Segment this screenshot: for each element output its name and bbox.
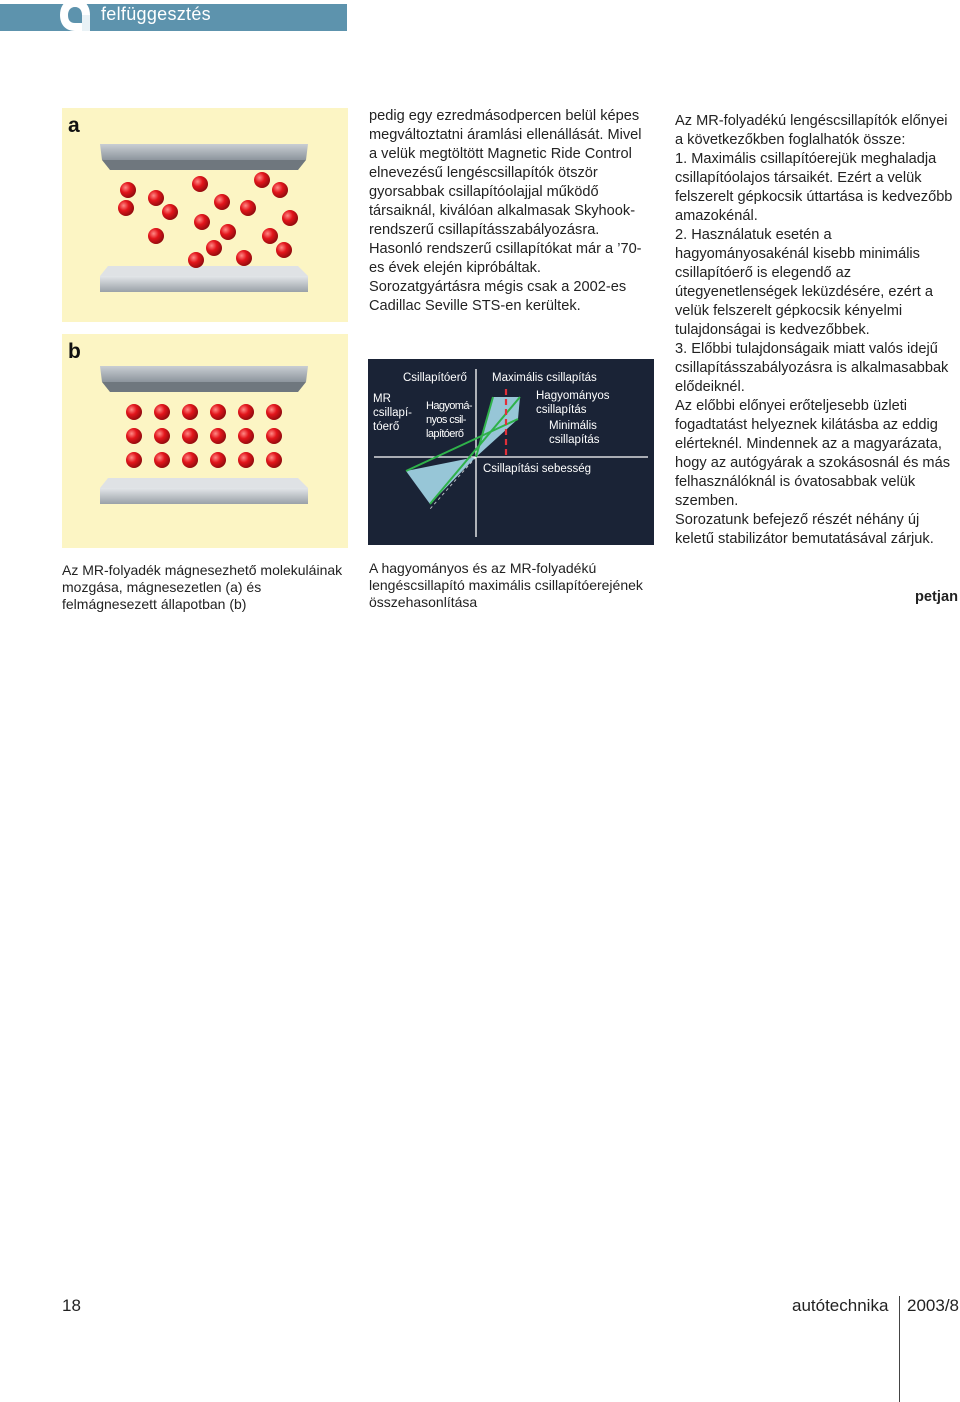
- paragraph: Hasonló rendszerű csillapítókat már a ’70-es évek elején kipróbáltak. Sorozatgyártásra mégis csak a 2002-es Cadillac Seville STS-en kerültek.: [369, 241, 642, 314]
- panel-label-a: a: [68, 114, 80, 137]
- paragraph: Sorozatunk befejező részét néhány új keletű stabilizátor bemutatásával zárjuk.: [675, 512, 934, 547]
- stylized-a-logo-icon: [58, 0, 92, 34]
- paragraph: pedig egy ezredmásodpercen belül képes megváltoztatni áramlási ellenállását. Mivel a velük megtöltött Magnetic Ride Control elnevezésű lengéscsillapítók ötször gyorsabbak csillapítóolajjal működő társaiknál, kiválóan alkalmasak Skyhook-rendszerű csillapításszabályozásra.: [369, 108, 642, 238]
- page-number: 18: [62, 1296, 81, 1315]
- figure-panel-b: [62, 334, 348, 548]
- footer-divider: [899, 1296, 900, 1402]
- conventional-force-label: Hagyomá- nyos csil- lapítóerő: [426, 400, 472, 440]
- magazine-name: autótechnika: [792, 1296, 889, 1315]
- panel-label-b: b: [68, 340, 81, 363]
- paragraph: Az MR-folyadékú lengéscsillapítók előnyei a következőkben foglalhatók össze:: [675, 113, 948, 148]
- mr-force-label: MR csillapí- tóerő: [373, 393, 412, 433]
- y-axis-label: Csillapítóerő: [403, 372, 467, 384]
- figure2-caption: A hagyományos és az MR-folyadékú lengéscsillapító maximális csillapítóerejének összehasonlítása: [369, 560, 643, 610]
- figure1-caption: Az MR-folyadék mágnesezhető molekuláinak mozgása, mágnesezetlen (a) és felmágnesezett állapotban (b): [62, 562, 343, 612]
- particle-group-a: [118, 172, 298, 268]
- figure-panel-a: [62, 108, 348, 322]
- conventional-damping-label: Hagyományos csillapítás: [536, 390, 610, 416]
- magnetized-particles-illustration: [62, 334, 348, 548]
- issue-number: 2003/8: [907, 1296, 959, 1315]
- particle-chains-b: [126, 404, 282, 468]
- damping-comparison-diagram: [368, 359, 654, 545]
- column3-text: [675, 112, 958, 549]
- author-signature: petjan: [915, 589, 958, 605]
- section-title: felfüggesztés: [101, 4, 211, 24]
- paragraph: 2. Használatuk esetén a hagyományosakénál kisebb minimális csillapítóerő is elegendő az útegyenetlenségek leküzdésére, ezért a velük felszerelt gépkocsik kényelmi tulajdonságai is kedvezőbbek.: [675, 227, 933, 338]
- max-damping-label: Maximális csillapítás: [492, 372, 597, 384]
- paragraph: Az előbbi előnyei erőteljesebb üzleti fogadtatást helyeznek kilátásba az eddig elérteknél. Mindennek az a magyarázata, hogy az autógyárak a szokásosnál és más felhasználóknál is óvatosabbak velük szemben.: [675, 398, 951, 509]
- paragraph: 3. Előbbi tulajdonságaik miatt valós idejű csillapításszabályozásra is alkalmasabbak elődeiknél.: [675, 341, 949, 395]
- x-axis-label: Csillapítási sebesség: [483, 463, 592, 475]
- unmagnetized-particles-illustration: [62, 108, 348, 322]
- minimum-damping-label: Minimális csillapítás: [549, 420, 600, 446]
- damping-diagram-graphic: [368, 359, 654, 545]
- mr-damping-region-lower: [406, 457, 476, 504]
- column2-text: [369, 107, 651, 316]
- paragraph: 1. Maximális csillapítóerejük meghaladja csillapítóolajos társaikét. Ezért a velük felszerelt gépkocsik úttartása is kedvezőbb amazokénál.: [675, 151, 953, 224]
